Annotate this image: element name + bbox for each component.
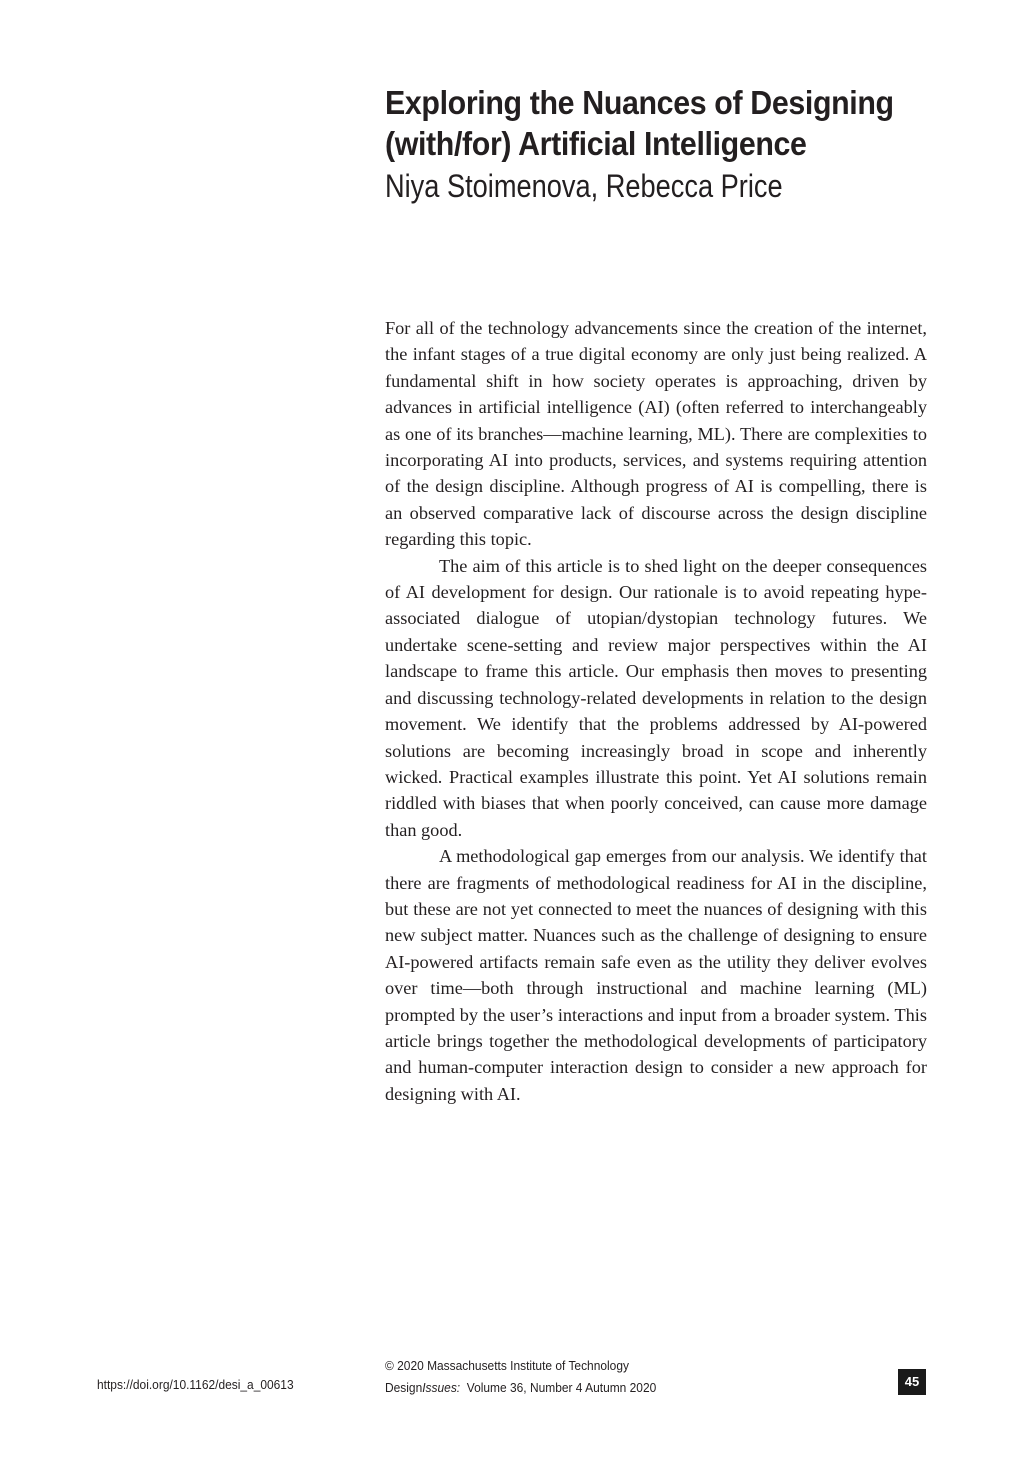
abstract [385, 315, 927, 1107]
article-title-line-2: (with/for) Artificial Intelligence [385, 125, 807, 162]
copyright-notice: © 2020 Massachusetts Institute of Technology [385, 1358, 629, 1373]
abstract-paragraph-2: The aim of this article is to shed light on the deeper consequences of AI development for design. Our rationale is to avoid repeating hype-associated dialogue of utopian/dystopian technology futures. We undertake scene-setting and review major perspectives within the AI landscape to frame this article. Our emphasis then moves to presenting and discussing technology-related developments in relation to the design movement. We identify that the problems addressed by AI-powered solutions are becoming increasingly broad in scope and inherently wicked. Practical examples illustrate this point. Yet AI solutions remain riddled with biases that when poorly conceived, can cause more damage than good. [385, 555, 927, 840]
page-number-badge: 45 [898, 1369, 926, 1395]
journal-footer [385, 1355, 656, 1399]
article-title-line-1: Exploring the Nuances of Designing [385, 84, 894, 121]
journal-name-issues: Issues: [422, 1380, 461, 1395]
doi-link[interactable]: https://doi.org/10.1162/desi_a_00613 [97, 1377, 294, 1392]
article-header [385, 82, 965, 208]
abstract-paragraph-1: For all of the technology advancements since the creation of the internet, the infant stages of a true digital economy are only just being realized. A fundamental shift in how society operates is approaching, driven by advances in artificial intelligence (AI) (often referred to interchangeably as one of its branches—machine learning, ML). There are complexities to incorporating AI into products, services, and systems requiring attention of the design discipline. Although progress of AI is compelling, there is an observed comparative lack of discourse across the design discipline regarding this topic. [385, 318, 927, 550]
abstract-paragraph-3: A methodological gap emerges from our analysis. We identify that there are fragments of methodological readiness for AI in the discipline, but these are not yet connected to meet the nuances of designing with this new subject matter. Nuances such as the challenge of designing to ensure AI-powered artifacts remain safe even as the utility they deliver evolves over time—both through instructional and machine learning (ML) prompted by the user’s interactions and input from a broader system. This article brings together the methodological developments of participatory and human-computer interaction design to consider a new approach for designing with AI. [385, 846, 927, 1104]
issue-info: Volume 36, Number 4 Autumn 2020 [466, 1380, 657, 1395]
journal-issue-line [385, 1377, 656, 1399]
article-authors: Niya Stoimenova, Rebecca Price [385, 168, 783, 204]
journal-name-design: Design [385, 1380, 423, 1395]
